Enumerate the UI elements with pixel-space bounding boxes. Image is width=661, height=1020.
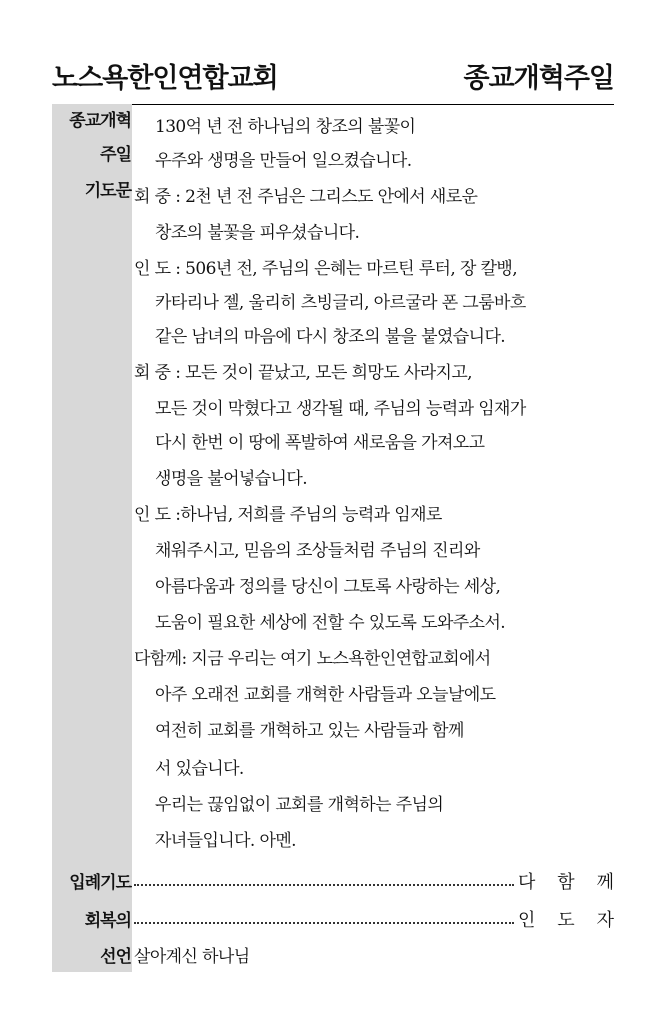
declaration-text: 살아계신 하나님 [134,947,250,967]
prayer-label-line-2: 주일 [100,145,131,165]
role-char: 함 [557,872,575,893]
dot-leader [134,884,514,886]
prayer-line: 인 도 :하나님, 저희를 주님의 능력과 임재로 [134,505,442,525]
prayer-line: 생명을 불어넣습니다. [155,469,308,489]
week-title: 종교개혁주일 [463,63,614,94]
prayer-line: 도움이 필요한 세상에 전할 수 있도록 도와주소서. [155,613,506,633]
restoration-row [134,906,614,930]
prayer-label-line-3: 기도문 [84,181,131,201]
invocation-leader [518,868,614,894]
restoration-leader [518,906,614,932]
role-char: 인 [518,910,536,931]
prayer-line: 130억 년 전 하나님의 창조의 불꽃이 [155,117,416,137]
role-char: 자 [596,910,614,931]
prayer-line: 카타리나 젤, 울리히 츠빙글리, 아르굴라 폰 그룸바흐 [155,293,526,313]
header-divider [52,104,614,105]
label-gutter [52,104,132,972]
prayer-line: 아주 오래전 교회를 개혁한 사람들과 오늘날에도 [155,685,496,705]
invocation-row [134,868,614,892]
prayer-line: 우주와 생명을 만들어 일으켰습니다. [155,151,412,171]
bulletin-header [52,56,614,100]
prayer-line: 여전히 교회를 개혁하고 있는 사람들과 함께 [155,721,464,741]
prayer-line: 회 중 : 2천 년 전 주님은 그리스도 안에서 새로운 [134,187,478,207]
church-name: 노스욕한인연합교회 [52,63,278,94]
prayer-line: 창조의 불꽃을 피우셨습니다. [155,223,360,243]
prayer-line: 회 중 : 모든 것이 끝났고, 모든 희망도 사라지고, [134,363,472,383]
prayer-line: 채워주시고, 믿음의 조상들처럼 주님의 진리와 [155,541,480,561]
prayer-line: 우리는 끊임없이 교회를 개혁하는 주님의 [155,795,444,815]
restoration-label: 회복의 [84,911,131,931]
prayer-line: 서 있습니다. [155,759,244,779]
prayer-line: 아름다움과 정의를 당신이 그토록 사랑하는 세상, [155,577,501,597]
role-char: 다 [518,872,536,893]
declaration-label: 선언 [100,947,131,967]
prayer-line: 자녀들입니다. 아멘. [155,831,296,851]
role-char: 도 [557,910,575,931]
role-char: 께 [596,872,614,893]
prayer-line: 다시 한번 이 땅에 폭발하여 새로움을 가져오고 [155,433,485,453]
prayer-line: 모든 것이 막혔다고 생각될 때, 주님의 능력과 임재가 [155,399,526,419]
dot-leader [134,922,514,924]
prayer-line: 다함께: 지금 우리는 여기 노스욕한인연합교회에서 [134,649,491,669]
prayer-line: 인 도 : 506년 전, 주님의 은혜는 마르틴 루터, 장 칼뱅, [134,259,518,279]
prayer-label-line-1: 종교개혁 [69,111,131,131]
prayer-line: 같은 남녀의 마음에 다시 창조의 불을 붙였습니다. [155,327,506,347]
invocation-label: 입례기도 [69,873,131,893]
